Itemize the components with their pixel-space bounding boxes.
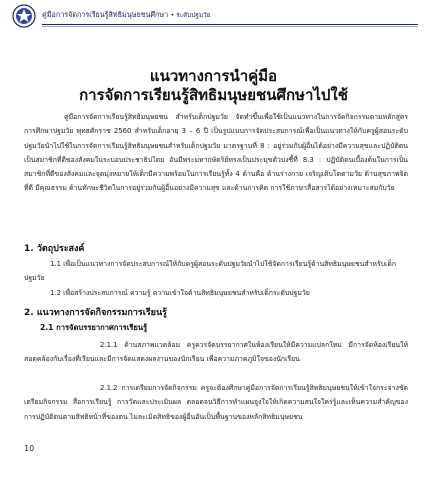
objective-item: 1.1 เพื่อเป็นแนวทางการจัดประสบการณ์ให้กับครูผู้สอนระดับปฐมวัยนำไปใช้จัดการเรียนรู้ด้านสิทธิมนุษยชนสำหรับเด็กปฐมวัย	[24, 260, 397, 283]
subsection-heading: 2.1 การจัดบรรยากาศการเรียนรู้	[40, 323, 148, 332]
page-title-line-2: การจัดการเรียนรู้สิทธิมนุษยชนศึกษาไปใช้	[79, 86, 348, 104]
page-header	[12, 4, 418, 30]
running-head	[42, 10, 210, 21]
objective-item: 1.2 เพื่อสร้างประสบการณ์ ความรู้ ความเข้าใจด้านสิทธิมนุษยชนสำหรับเด็กระดับปฐมวัย	[50, 289, 310, 297]
page-title-line-1: แนวทางการนำคู่มือ	[149, 67, 278, 85]
header-rule	[42, 24, 418, 25]
header-rule-thin	[42, 26, 418, 27]
section-heading-objectives: 1. วัตถุประสงค์	[24, 244, 85, 254]
page-number: 10	[24, 444, 35, 453]
running-head-subtitle: • ระดับปฐมวัย	[170, 11, 211, 19]
intro-paragraph: คู่มือการจัดการเรียนรู้สิทธิมนุษยชน สำหรับเด็กปฐมวัย จัดทำขึ้นเพื่อใช้เป็นแนวทางในการจัดกิจกรรมตามหลักสูตรการศึกษาปฐมวัย พุทธศักราช 2560 สำหรับเด็กอายุ 3 – 6 ปี เป็นรูปแบบการจัดประสบการณ์เพื่อเป็นแนวทางให้กับครูผู้สอนระดับปฐมวัยนำไปใช้ในการจัดการเรียนรู้สิทธิมนุษยชนสำหรับเด็กปฐมวัย มาตรฐานที่ 8 : อยู่ร่วมกับผู้อื่นได้อย่างมีความสุขและปฏิบัติตนเป็นสมาชิกที่ดีของสังคมในระบอบประชาธิปไตย อันมีพระมหากษัตริย์ทรงเป็นประมุขตัวบ่งชี้ที่ 8.3 : ปฏิบัติตนเบื้องต้นในการเป็นสมาชิกที่ดีของสังคมและจุดมุ่งหมายให้เด็กมีความพร้อมในการเรียนรู้ทั้ง 4 ด้านคือ ด้านร่างกาย เจริญเติบโตตามวัย ด้านสุขภาพจิตที่ดี มีคุณธรรม ด้านทักษะชีวิตในการอยู่ร่วมกันผู้อื่นอย่างมีความสุข และด้านการคิด การใช้ภาษาสื่อสารได้อย่างเหมาะสมกับวัย	[24, 113, 408, 193]
paragraph-2-1-1: 2.1.1 ด้านสภาพแวดล้อม ครูควรจัดบรรยากาศในห้องเรียนให้มีความแปลกใหม่ มีการจัดห้องเรียนให้สอดคล้องกับเรื่องที่เรียนและมีการจัดแสดงผลงานของนักเรียน เพื่อความภาคภูมิใจของนักเรียน	[24, 341, 408, 364]
paragraph-2-1-2: 2.1.2 การเตรียมการจัดกิจกรรม ครูจะต้องศึกษาคู่มือการจัดการเรียนรู้สิทธิมนุษยชนให้เข้าใจกระจ่างชัด เตรียมกิจกรรม สื่อการเรียนรู้ การวัดและประเมินผล ตลอดจนวิธีการทำแผนจูงใจให้เกิดความสนใจใคร่รู้และเห็นความสำคัญของการปฏิบัติตนตามสิทธิหน้าที่ของตน ไม่ละเมิดสิทธิของผู้อื่นอันเป็นพื้นฐานของหลักสิทธิมนุษยชน	[24, 384, 408, 421]
running-head-title: คู่มือการจัดการเรียนรู้สิทธิมนุษยชนศึกษา	[42, 10, 169, 19]
emblem-icon	[12, 4, 36, 28]
section-heading-guidelines: 2. แนวทางการจัดกิจกรรมการเรียนรู้	[24, 308, 167, 318]
